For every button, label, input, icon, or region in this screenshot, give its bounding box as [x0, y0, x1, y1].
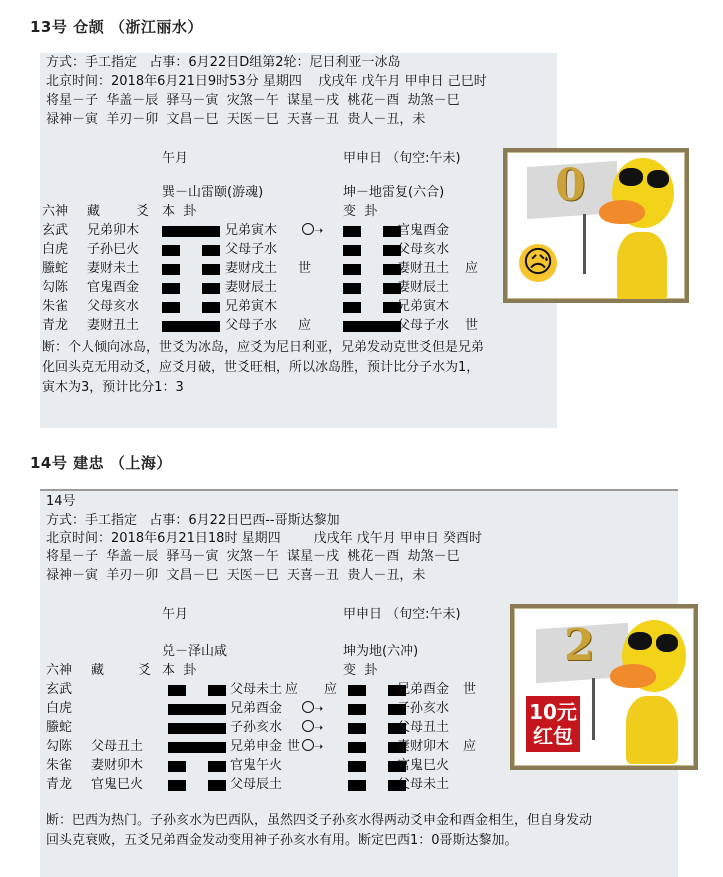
ben-text: 兄弟寅木 [225, 223, 278, 238]
ben-text: 兄弟寅木 [225, 299, 278, 314]
liushen: 青龙 [42, 318, 69, 333]
yin-line [343, 264, 401, 275]
yin-line [168, 761, 226, 772]
ben-text: 父母子水 [225, 318, 278, 333]
ying-marker-left: 应 [324, 682, 338, 697]
circle-icon [302, 739, 314, 751]
judgement-line: 回头克衰败，五爻兄弟酉金发动变用神子孙亥水有用。断定巴西1：0哥斯达黎加。 [46, 833, 518, 848]
duck-body [626, 696, 678, 764]
bian-text: 妻财卯木 [397, 739, 450, 754]
cang: 妻财未土 [87, 261, 140, 276]
yang-line [168, 723, 226, 734]
circle-icon [302, 701, 314, 713]
liushen: 朱雀 [42, 299, 69, 314]
bian-text: 妻财辰土 [397, 280, 450, 295]
arrow-right-icon: ➝ [314, 224, 324, 237]
ben-gua-name: 兑－泽山咸 [162, 644, 228, 659]
liushen: 青龙 [46, 777, 73, 792]
ben-text: 父母辰土 [230, 777, 283, 792]
judgement-line: 寅木为3，预计比分1：3 [42, 380, 184, 395]
arrow-right-icon: ➝ [314, 702, 324, 715]
ying-marker: 应 [298, 318, 312, 333]
duck-sign-image [510, 604, 698, 770]
yin-line [168, 780, 226, 791]
ying-marker: 应 [285, 682, 299, 697]
yin-line [162, 245, 220, 256]
sad-tear-emoji-icon: 😥 [519, 244, 557, 282]
duck-beak [599, 200, 645, 224]
cang: 兄弟卯木 [87, 223, 140, 238]
cang: 父母亥水 [87, 299, 140, 314]
bian-text: 父母丑土 [397, 720, 450, 735]
sign-number: 0 [555, 160, 586, 211]
liushen: 白虎 [42, 242, 69, 257]
yang-line [343, 321, 401, 332]
sunglasses-icon [656, 634, 678, 652]
ben-text: 官鬼午火 [230, 758, 283, 773]
entry-heading: 13号 仓颉 （浙江丽水） [30, 18, 203, 36]
cang: 官鬼巳火 [91, 777, 144, 792]
col-liushen: 六神 [46, 663, 73, 678]
badge-line: 10元 [529, 700, 577, 724]
col-liushen: 六神 [42, 204, 69, 219]
entry-heading: 14号 建忠 （上海） [30, 454, 172, 472]
shi-marker: 世 [298, 261, 312, 276]
arrow-right-icon: ➝ [314, 740, 324, 753]
method-line: 方式：手工指定 占事：6月22日D组第2轮：尼日利亚一冰岛 [46, 55, 401, 70]
month-label: 午月 [162, 151, 189, 166]
stars-line-2: 禄神－寅 羊刃－卯 文昌－巳 天医－巳 天喜－丑 贵人－丑，未 [46, 112, 426, 127]
liushen: 螣蛇 [42, 261, 69, 276]
col-ben: 本 卦 [162, 204, 197, 219]
col-bian: 变 卦 [343, 663, 378, 678]
bian-text: 兄弟寅木 [397, 299, 450, 314]
liushen: 勾陈 [46, 739, 73, 754]
sign-number: 2 [564, 620, 595, 671]
yin-line [162, 302, 220, 313]
ying-marker: 应 [465, 261, 479, 276]
sign-stick [592, 678, 595, 740]
liushen: 白虎 [46, 701, 73, 716]
moving-line-marker [302, 221, 323, 240]
liushen: 螣蛇 [46, 720, 73, 735]
sunglasses-icon [628, 632, 652, 650]
moving-line-marker [302, 699, 323, 718]
bian-text: 父母子水 [397, 318, 450, 333]
arrow-right-icon: ➝ [314, 721, 324, 734]
circle-icon [302, 223, 314, 235]
duck-sign-image [503, 148, 689, 303]
stars-line-2: 禄神－寅 羊刃－卯 文昌－巳 天医－巳 天喜－丑 贵人－丑，未 [46, 568, 426, 583]
shi-marker: 世 [465, 318, 479, 333]
judgement-line: 化回头克无用动爻，应爻月破，世爻旺相，所以冰岛胜，预计比分子水为1， [42, 360, 480, 375]
col-bian: 变 卦 [343, 204, 378, 219]
cang: 父母丑土 [91, 739, 144, 754]
ben-text: 妻财戌土 [225, 261, 278, 276]
ben-text: 兄弟酉金 [230, 701, 283, 716]
yin-line [343, 245, 401, 256]
duck-body [617, 232, 667, 302]
yin-line [162, 283, 220, 294]
ben-gua-name: 巽－山雷颐(游魂) [162, 185, 264, 200]
cang: 妻财丑土 [87, 318, 140, 333]
bian-text: 官鬼巳火 [397, 758, 450, 773]
stars-line-1: 将星－子 华盖－辰 驿马－寅 灾煞－午 谋星－戌 桃花－酉 劫煞－巳 [46, 549, 460, 564]
yin-line [162, 264, 220, 275]
yin-line [343, 226, 401, 237]
sunglasses-icon [647, 170, 669, 188]
red-envelope-badge [526, 696, 580, 752]
liushen: 朱雀 [46, 758, 73, 773]
bian-text: 父母亥水 [397, 242, 450, 257]
entry-number-line: 14号 [46, 494, 76, 509]
bian-text: 子孙亥水 [397, 701, 450, 716]
yang-line [168, 704, 226, 715]
judgement-line: 断：个人倾向冰岛，世爻为冰岛，应爻为尼日利亚，兄弟发动克世爻但是兄弟 [42, 340, 485, 355]
ben-text: 子孙亥水 [230, 720, 283, 735]
yang-line [162, 321, 220, 332]
bian-text: 官鬼酉金 [397, 223, 450, 238]
bian-gua-name: 坤为地(六冲) [343, 644, 419, 659]
cang: 妻财卯木 [91, 758, 144, 773]
day-label: 甲申日 （旬空:午未) [343, 151, 461, 166]
time-line: 北京时间：2018年6月21日18时 星期四 戊戌年 戊午月 甲申日 癸酉时 [46, 531, 483, 546]
ying-marker: 应 [463, 739, 477, 754]
col-cang: 藏 [87, 204, 101, 219]
day-label: 甲申日 （旬空:午未) [343, 607, 461, 622]
liushen: 玄武 [46, 682, 73, 697]
moving-line-marker [302, 737, 323, 756]
col-yao: 爻 [138, 663, 152, 678]
col-ben: 本 卦 [162, 663, 197, 678]
moving-line-marker [302, 718, 323, 737]
stars-line-1: 将星－子 华盖－辰 驿马－寅 灾煞－午 谋星－戌 桃花－酉 劫煞－巳 [46, 93, 460, 108]
bian-text: 妻财丑土 [397, 261, 450, 276]
yang-line [162, 226, 220, 237]
yang-line [168, 742, 226, 753]
ben-text: 父母未土 [230, 682, 283, 697]
bian-gua-name: 坤－地雷复(六合) [343, 185, 445, 200]
liushen: 勾陈 [42, 280, 69, 295]
col-yao: 爻 [136, 204, 150, 219]
sign-stick [583, 214, 586, 274]
bian-text: 兄弟酉金 [397, 682, 450, 697]
sunglasses-icon [619, 168, 643, 186]
circle-icon [302, 720, 314, 732]
shi-marker: 世 [463, 682, 477, 697]
col-cang: 藏 [91, 663, 105, 678]
liushen: 玄武 [42, 223, 69, 238]
judgement-line: 断：巴西为热门。子孙亥水为巴西队，虽然四爻子孙亥水得两动爻申金和酉金相生，但自身发动 [46, 813, 593, 828]
cang: 子孙巳火 [87, 242, 140, 257]
divination-box [40, 53, 557, 428]
badge-line: 红包 [533, 724, 573, 748]
time-line: 北京时间：2018年6月21日9时53分 星期四 戊戌年 戊午月 甲申日 己巳时 [46, 74, 487, 89]
ben-text: 父母子水 [225, 242, 278, 257]
yin-line [343, 302, 401, 313]
cang: 官鬼酉金 [87, 280, 140, 295]
month-label: 午月 [162, 607, 189, 622]
ben-text: 兄弟申金 [230, 739, 283, 754]
method-line: 方式：手工指定 占事：6月22日巴西--哥斯达黎加 [46, 513, 340, 528]
yin-line [168, 685, 226, 696]
ben-text: 妻财辰土 [225, 280, 278, 295]
yin-line [343, 283, 401, 294]
shi-marker: 世 [287, 739, 301, 754]
bian-text: 父母未土 [397, 777, 450, 792]
duck-beak [610, 664, 656, 688]
